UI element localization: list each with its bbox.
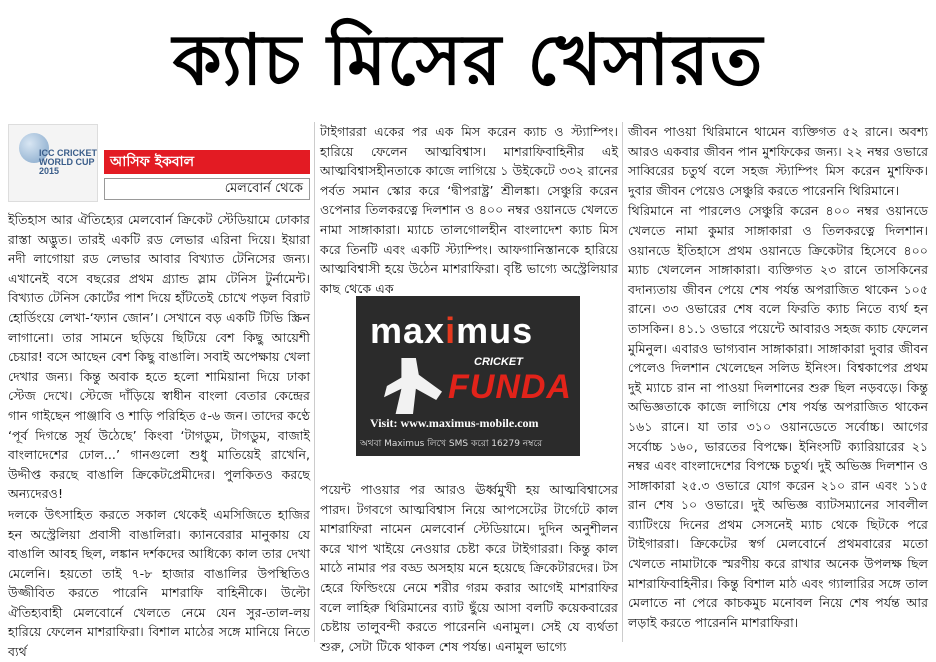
brand-text: max bbox=[370, 310, 446, 351]
paragraph: দলকে উৎসাহিত করতে সকাল থেকেই এমসিজিতে হাজির হন অস্ট্রেলিয়া প্রবাসী বাঙালিরা। ক্যানবেরার মানুকায় যে বাঙালি আবহ ছিল, লঙ্কান দর্শকদের আধিক্যে কাল তার দেখা মেলেনি। হয়তো তাই ৭-৮ হাজার বাঙালির উপস্থিতিও উজ্জীবিত করতে পারেনি মাশরাফি বাহিনীকে। উল্টো ঐতিহ্যবাহী মেলবোর্নে খেলতে নেমে যেন সুর-তাল-লয় হারিয়ে ফেলেন মাশরাফিরা। বিশাল মাঠের সঙ্গে মানিয়ে নিতে ব্যর্থ bbox=[8, 506, 310, 660]
brand-accent: i bbox=[445, 310, 457, 351]
ad-sms-text: অথবা Maximus লিখে SMS করো 16279 নম্বরে bbox=[360, 439, 543, 449]
column-2-top bbox=[320, 122, 618, 296]
paragraph: জীবন পাওয়া থিরিমানে থামেন ব্যক্তিগত ৫২ রানে। অবশ্য আরও একবার জীবন পান মুশফিকের জন্য। ২২ নম্বর ওভারে সাব্বিরের চতুর্থ বলে সহজ স্ট্যাম্পিং মিস করেন মুশফিক। দুবার জীবন পেয়েও সেঞ্চুরি করতে পারেননি থিরিমানে। bbox=[628, 124, 928, 198]
headline: ক্যাচ মিসের খেসারত bbox=[172, 18, 764, 101]
column-divider bbox=[314, 122, 315, 642]
brand-text: mus bbox=[456, 310, 534, 351]
ad-cricket-label: CRICKET bbox=[474, 356, 523, 368]
advertisement[interactable] bbox=[356, 296, 580, 456]
column-2-bottom bbox=[320, 480, 618, 654]
paragraph: টাইগাররা একের পর এক মিস করেন ক্যাচ ও স্ট্যাম্পিং। হারিয়ে ফেলেন আত্মবিশ্বাস। মাশরাফিবাহিনীর এই আত্মবিশ্বাসহীনতাকে কাজে লাগিয়ে ১ উইকেটে ৩৩২ রানের পর্বত সমান স্কোর করে ‘দ্বীপরাষ্ট্র’ শ্রীলঙ্কা। সেঞ্চুরি করেন ওপেনার তিলকরত্নে দিলশান ও ৪০০ নম্বর ওয়ানডে খেলতে নামা সাঙ্গাকারা। ম্যাচে তালগোলহীন বাংলাদেশ ক্যাচ মিস করে তিনটি এবং একটি স্ট্যাম্পিং। আফগানিস্তানকে হারিয়ে আত্মবিশ্বাসী হয়ে উঠেন মাশরাফিরা। বৃষ্টি ভাগ্যে অস্ট্রেলিয়ার কাছ থেকে এক bbox=[320, 124, 618, 296]
ad-brand bbox=[370, 310, 533, 352]
paragraph: পয়েন্ট পাওয়ার পর আরও ঊর্ধ্বমুখী হয় আত্মবিশ্বাসের পারদ। টগবগে আত্মবিশ্বাস নিয়ে আপসেটের টার্গেটে কাল মাশরাফিরা নামেন মেলবোর্ন স্টেডিয়ামে। দুদিন অনুশীলন করে খাপ খাইয়ে নেওয়ার চেষ্টা করে টাইগাররা। কিন্তু কাল মাঠে নামার পর বড্ড অসহায় মনে হয়েছে ক্রিকেটারদের। টস হেরে ফিল্ডিংয়ে নেমে শরীর গরম করার আগেই মাশরাফির বলে লাহিরু থিরিমানের ব্যাট ছুঁয়ে আসা বলটি কয়েকবারের চেষ্টায় তালুবন্দী করতে পারেননি এনামুল। সেই যে ব্যর্থতা শুরু, সেটা টিকে থাকল শেষ পর্যন্ত। এনামুল ভাগ্যে bbox=[320, 482, 618, 654]
paragraph: থিরিমানে না পারলেও সেঞ্চুরি করেন ৪০০ নম্বর ওয়ানডে খেলতে নামা কুমার সাঙ্গাকারা ও তিলকরত্নে দিলশান। ওয়ানডে ইতিহাসে প্রথম ওয়ানডে ক্রিকেটার হিসেবে ৪০০ ম্যাচ খেললেন সাঙ্গাকারা। ব্যক্তিগত ২৩ রানে তাসকিনের বদান্যতায় জীবন পেয়ে শেষ পর্যন্ত অপরাজিত থাকেন ১০৫ রানে। ৩৩ ওভারের শেষ বলে ফিরতি ক্যাচ নিতে ব্যর্থ হন তাসকিন। ৪১.১ ওভারে পয়েন্টে আবারও সহজ ক্যাচ ফেলেন মুমিনুল। এবারও ভাগ্যবান সাঙ্গাকারা। সাঙ্গাকারা দুবার জীবন পেলেও দিলশান খেলেছেন সলিড ইনিংস। বিশ্বকাপের প্রথম দুই ম্যাচে রান না পাওয়া দিলশানের শুরু ছিল নড়বড়ে। কিন্তু অভিজ্ঞতাকে কাজে লাগিয়ে শেষ পর্যন্ত অপরাজিত থাকেন ১৬১ রানে। যা তার ৩১০ ওয়ানডেতে সর্বোচ্চ। আগের সর্বোচ্চ ১৬০, ভারতের বিপক্ষে। ইনিংসটি ক্যারিয়ারের ২১ নম্বর এবং বাংলাদেশের বিপক্ষে চতুর্থ। দুই অভিজ্ঞ দিলশান ও সাঙ্গাকারা ২৫.৩ ওভারে যোগ করেন ২১০ রান এবং ১১৫ রান শেষ ১০ ওভারে। দুই অভিজ্ঞ ব্যাটসম্যানের সাবলীল ব্যাটিংয়ে দিনের প্রথম সেসনেই ম্যাচ থেকে ছিটকে পরে টাইগাররা। ক্রিকেটের স্বর্গ মেলবোর্নে প্রথমবারের মতো খেলতে নামাটাকে স্মরণীয় করে রাখার অনেক উপলক্ষ ছিল মাশরাফিবাহিনীর। কিন্তু বিশাল মাঠ এবং গ্যালারির সঙ্গে তাল মেলাতে না পেরে কাচকমুচ মনোবল নিয়ে শেষ পর্যন্ত আর লড়াই করতে পারেননি মাশরাফিরা। bbox=[628, 203, 928, 630]
batsman-icon bbox=[384, 358, 442, 414]
column-3 bbox=[628, 122, 928, 642]
logo-text: ICC CRICKET WORLD CUP 2015 bbox=[39, 148, 97, 176]
ad-website: Visit: www.maximus-mobile.com bbox=[370, 416, 539, 430]
ad-funda-logo: FUNDA bbox=[448, 368, 572, 406]
paragraph: ইতিহাস আর ঐতিহ্যের মেলবোর্ন ক্রিকেট স্টেডিয়ামে ঢোকার রাস্তা অদ্ভুত। তারই একটি রড লেভার এরিনা দিয়ে। ইয়ারা নদী লাগোয়া রড লেভার আবার বিখ্যাত টেনিসের জন্য। এখানেই বসে বছরের প্রথম গ্র্যান্ড স্লাম টেনিস টুর্নামেন্ট। বিখ্যাত টেনিস কোর্টের পাশ দিয়ে হাঁটতেই চোখে পড়ল বিরাট হোর্ডিংয়ে লেখা-‘ফ্যান জোন’। সেখানে বড় একটি টিভি স্ক্রিন লাগানো। তার সামনে ছড়িয়ে ছিটিয়ে বেশ কিছু আয়েশী চেয়ার! বসে আছেন বেশ কিছু বাঙালি। সবাই অপেক্ষায় খেলা দেখার জন্য। কিন্তু অবাক হতে হলো শামিয়ানা দিয়ে ঢাকা স্টেজ দেখে। স্টেজে দাঁড়িয়ে স্বাধীন বাংলা বেতার কেন্দ্রের গান গাইছেন পাঞ্জাবি ও শাড়ি পরিহিত ৫-৬ জন। তাদের কণ্ঠে ‘পূর্ব দিগন্তে সূর্য উঠেছে’ কিংবা ‘টাগডুম, টাগডুম, বাজাই বাংলাদেশের ঢোল...’ গানগুলো শুধু মাতিয়েই রাখেনি, উদ্দীপ্ত করছে বাঙালি ক্রিকেটপ্রেমীদের। পুলকিতও করছে অন্যদেরও! bbox=[8, 212, 310, 502]
column-1 bbox=[8, 122, 310, 660]
byline bbox=[8, 122, 310, 210]
author-name: আসিফ ইকবাল bbox=[104, 150, 310, 174]
column-divider bbox=[622, 122, 623, 642]
dateline-place: মেলবোর্ন থেকে bbox=[104, 178, 310, 200]
world-cup-logo bbox=[8, 124, 98, 202]
